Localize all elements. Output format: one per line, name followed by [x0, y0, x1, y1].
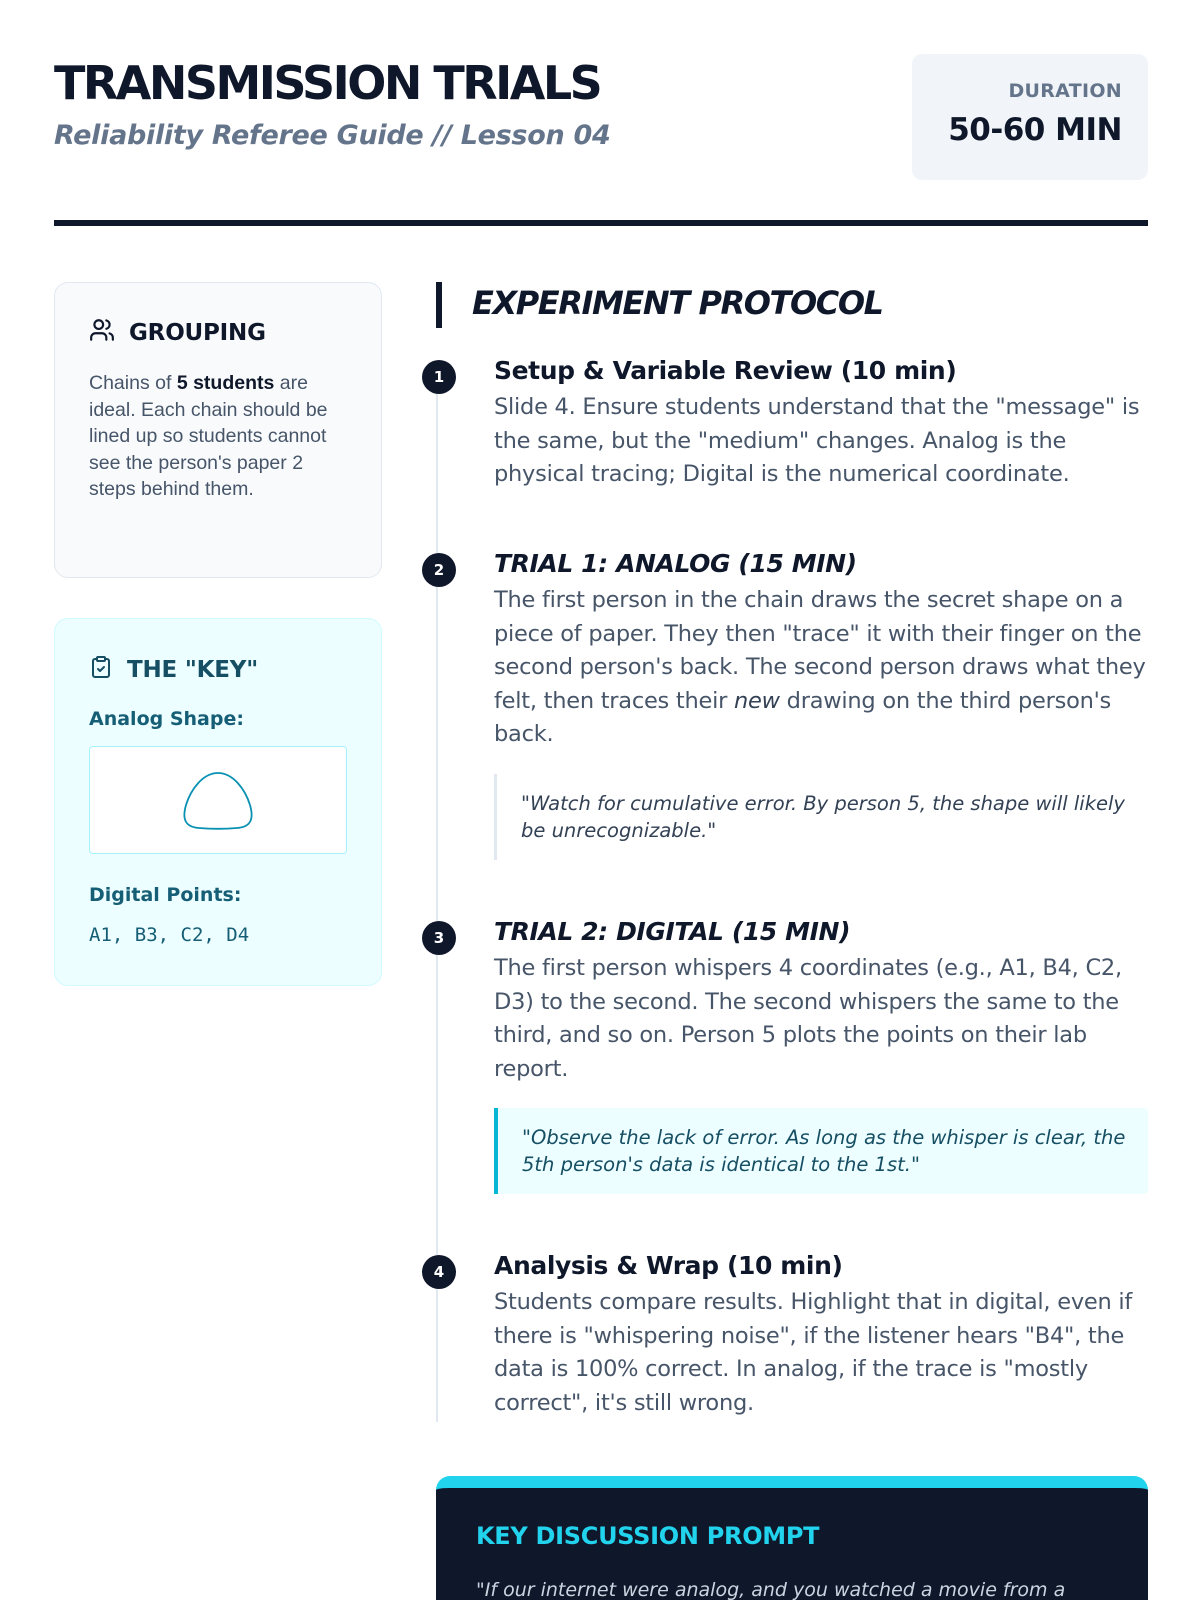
grouping-emphasis: 5 students — [176, 372, 275, 394]
page-subtitle: Reliability Referee Guide // Lesson 04 — [54, 120, 611, 151]
step-title: TRIAL 1: ANALOG (15 MIN) — [494, 549, 857, 578]
step-text: Students compare results. Highlight that in digital, even if there is "whispering noise", if the listener hears "B4", the data is 100% correct. In analog, if the trace is "mostly correct", it's still wrong. — [494, 1289, 1133, 1416]
step-number: 1 — [422, 360, 456, 394]
analog-shape-label: Analog Shape: — [89, 708, 244, 730]
discussion-prompt-card — [436, 1476, 1148, 1600]
discussion-text: "If our internet were analog, and you watched a movie from a — [476, 1579, 1066, 1600]
users-icon — [89, 317, 115, 348]
step-text-emphasis: new — [734, 687, 780, 714]
secret-shape-drawing — [173, 767, 263, 833]
grouping-card — [54, 282, 382, 578]
duration-value: 50-60 MIN — [948, 112, 1122, 148]
header-divider — [54, 220, 1148, 226]
step-text: Slide 4. Ensure students understand that the "message" is the same, but the "medium" changes. Analog is the physical tracing; Digital is the numerical coordinate. — [494, 394, 1140, 487]
clipboard-check-icon — [89, 655, 113, 684]
step-number: 2 — [422, 553, 456, 587]
step-title: Analysis & Wrap (10 min) — [494, 1251, 843, 1280]
protocol-heading — [436, 282, 1148, 328]
protocol-section — [436, 282, 1148, 328]
step-quote: "Watch for cumulative error. By person 5, the shape will likely be unrecognizable." — [494, 774, 1148, 860]
step-text: The first person whispers 4 coordinates (e.g., A1, B4, C2, D3) to the second. The second whispers the same to the third, and so on. Person 5 plots the points on their lab report. — [494, 955, 1122, 1082]
duration-label: DURATION — [1008, 80, 1122, 102]
step-quote-highlight: "Observe the lack of error. As long as the whisper is clear, the 5th person's data is identical to the 1st." — [494, 1108, 1148, 1194]
step-number: 4 — [422, 1255, 456, 1289]
step-number: 3 — [422, 921, 456, 955]
protocol-heading-bar — [436, 282, 442, 328]
page-header — [54, 54, 1148, 180]
analog-shape-preview — [89, 746, 347, 854]
digital-points-label: Digital Points: — [89, 884, 242, 906]
discussion-title: KEY DISCUSSION PROMPT — [476, 1522, 820, 1550]
grouping-text: Chains of 5 students are ideal. Each chain should be lined up so students cannot see the person's paper 2 steps behind them. — [89, 372, 328, 500]
protocol-title: EXPERIMENT PROTOCOL — [472, 284, 883, 322]
page-title: TRANSMISSION TRIALS — [54, 56, 601, 110]
digital-points-value: A1, B3, C2, D4 — [89, 924, 250, 946]
grouping-title: GROUPING — [129, 319, 266, 346]
duration-box — [912, 54, 1148, 180]
step-title: Setup & Variable Review (10 min) — [494, 356, 957, 385]
key-card — [54, 618, 382, 986]
step-title: TRIAL 2: DIGITAL (15 MIN) — [494, 917, 851, 946]
key-title: THE "KEY" — [127, 656, 259, 683]
step-text: The first person in the chain draws the secret shape on a piece of paper. They then "trace" it with their finger on the second person's back. The second person draws what they felt, then traces their new drawing on the third person's back. — [494, 587, 1146, 747]
